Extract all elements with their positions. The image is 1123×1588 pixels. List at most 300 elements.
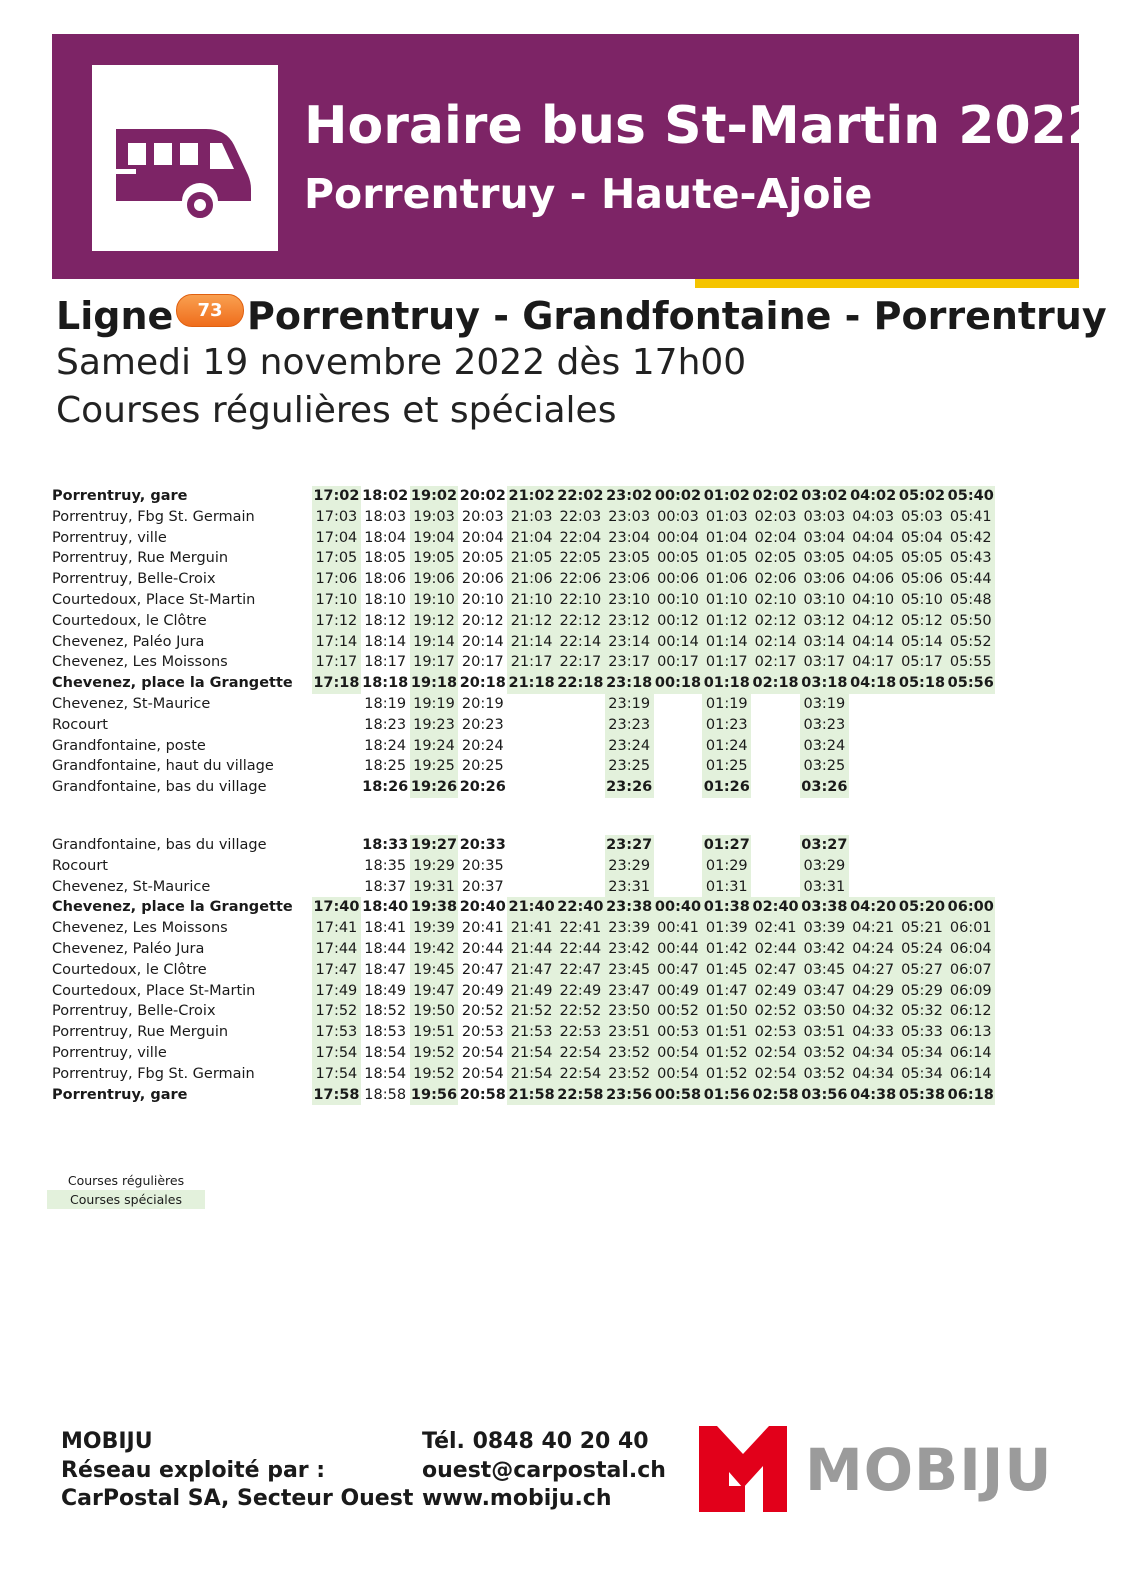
departure-time: 03:45: [800, 960, 849, 981]
departure-time: 23:04: [605, 528, 654, 549]
departure-time: 03:50: [800, 1001, 849, 1022]
departure-time: 03:47: [800, 981, 849, 1002]
departure-time: 02:44: [751, 939, 800, 960]
departure-time: 23:10: [605, 590, 654, 611]
departure-time: 21:04: [507, 528, 556, 549]
departure-time: 06:14: [946, 1043, 995, 1064]
departure-time: 02:06: [751, 569, 800, 590]
departure-time: 06:00: [946, 897, 995, 918]
departure-time: 20:18: [459, 675, 506, 692]
departure-time: 03:18: [800, 673, 849, 694]
departure-time: 19:52: [410, 1043, 459, 1064]
stop-name: Courtedoux, Place St-Martin: [52, 591, 256, 608]
footer-website: www.mobiju.ch: [422, 1486, 612, 1511]
bus-icon-box: [92, 65, 278, 251]
departure-time: 23:03: [605, 507, 654, 528]
departure-time: 01:38: [702, 897, 751, 918]
departure-time: 02:41: [751, 918, 800, 939]
departure-time: 03:51: [800, 1022, 849, 1043]
departure-time: 01:04: [702, 528, 751, 549]
departure-time: 18:58: [364, 1086, 407, 1103]
departure-time: [654, 756, 703, 777]
departure-time: 18:54: [364, 1044, 407, 1061]
departure-time: 20:26: [459, 779, 506, 796]
departure-time: 02:02: [751, 486, 800, 507]
departure-time: 18:12: [364, 612, 407, 629]
departure-time: 01:27: [702, 835, 751, 856]
service-date: Samedi 19 novembre 2022 dès 17h00: [56, 342, 747, 383]
departure-time: 01:12: [702, 611, 751, 632]
departure-time: 03:04: [800, 528, 849, 549]
departure-time: [751, 736, 800, 757]
departure-time: [898, 736, 947, 757]
departure-time: 17:14: [312, 632, 361, 653]
departure-time: 05:12: [898, 611, 947, 632]
departure-time: 06:12: [946, 1001, 995, 1022]
table-row: [48, 694, 995, 715]
departure-time: 04:12: [849, 611, 898, 632]
table-row: [48, 715, 995, 736]
departure-time: 21:47: [507, 960, 556, 981]
departure-time: [312, 756, 361, 777]
departure-time: 05:21: [898, 918, 947, 939]
departure-time: 03:39: [800, 918, 849, 939]
departure-time: 21:40: [507, 897, 556, 918]
departure-time: 05:14: [898, 632, 947, 653]
departure-time: 21:58: [507, 1085, 556, 1106]
departure-time: 21:18: [507, 673, 556, 694]
stop-name: Chevenez, place la Grangette: [52, 899, 293, 916]
departure-time: 05:02: [898, 486, 947, 507]
stop-name: Porrentruy, gare: [52, 1086, 188, 1103]
departure-time: 19:47: [410, 981, 459, 1002]
table-row: [48, 486, 995, 507]
departure-time: 03:42: [800, 939, 849, 960]
departure-time: 19:19: [410, 694, 459, 715]
departure-time: 21:54: [507, 1064, 556, 1085]
footer-phone: Tél. 0848 40 20 40: [422, 1429, 649, 1454]
departure-time: 05:44: [946, 569, 995, 590]
departure-time: 03:17: [800, 652, 849, 673]
departure-time: 18:33: [362, 837, 409, 853]
departure-time: 23:27: [605, 835, 654, 856]
departure-time: 19:50: [410, 1001, 459, 1022]
departure-time: 00:58: [654, 1085, 703, 1106]
departure-time: 04:38: [849, 1085, 898, 1106]
departure-time: 23:14: [605, 632, 654, 653]
departure-time: 18:53: [364, 1024, 407, 1041]
departure-time: 21:06: [507, 569, 556, 590]
departure-time: 02:53: [751, 1022, 800, 1043]
departure-time: 17:05: [312, 548, 361, 569]
departure-time: 19:06: [410, 569, 459, 590]
departure-time: 04:05: [849, 548, 898, 569]
table-row: [48, 981, 995, 1002]
departure-time: 18:23: [364, 716, 407, 733]
departure-time: 01:51: [702, 1022, 751, 1043]
departure-time: [946, 856, 995, 877]
departure-time: 21:05: [507, 548, 556, 569]
departure-time: 04:02: [849, 486, 898, 507]
departure-time: 06:04: [946, 939, 995, 960]
departure-time: 18:54: [364, 1065, 407, 1082]
inbound-timetable: [48, 835, 995, 1105]
departure-time: 23:50: [605, 1001, 654, 1022]
stop-name: Chevenez, Paléo Jura: [52, 633, 205, 650]
departure-time: [556, 736, 605, 757]
departure-time: [654, 777, 703, 798]
table-row: [48, 736, 995, 757]
table-row: [48, 1022, 995, 1043]
departure-time: 21:49: [507, 981, 556, 1002]
departure-time: 23:29: [605, 856, 654, 877]
departure-time: [898, 694, 947, 715]
departure-time: 03:06: [800, 569, 849, 590]
table-row: [48, 1001, 995, 1022]
departure-time: 18:06: [364, 571, 407, 588]
departure-time: [751, 835, 800, 856]
departure-time: 22:54: [556, 1064, 605, 1085]
departure-time: 17:06: [312, 569, 361, 590]
departure-time: 02:05: [751, 548, 800, 569]
departure-time: 19:56: [410, 1085, 459, 1106]
departure-time: 23:38: [605, 897, 654, 918]
departure-time: 00:47: [654, 960, 703, 981]
departure-time: 17:17: [312, 652, 361, 673]
departure-time: 23:51: [605, 1022, 654, 1043]
departure-time: [312, 777, 361, 798]
departure-time: 06:09: [946, 981, 995, 1002]
departure-time: 18:10: [364, 591, 407, 608]
table-row: [48, 918, 995, 939]
departure-time: 19:42: [410, 939, 459, 960]
departure-time: 22:58: [556, 1085, 605, 1106]
departure-time: 22:18: [556, 673, 605, 694]
departure-time: 04:21: [849, 918, 898, 939]
departure-time: [507, 694, 556, 715]
departure-time: 03:23: [800, 715, 849, 736]
footer-operated-by: Réseau exploité par :: [61, 1457, 326, 1483]
departure-time: 00:40: [654, 897, 703, 918]
departure-time: 17:12: [312, 611, 361, 632]
departure-time: 02:58: [751, 1085, 800, 1106]
departure-time: [556, 856, 605, 877]
departure-time: [751, 856, 800, 877]
departure-time: 03:03: [800, 507, 849, 528]
departure-time: 23:39: [605, 918, 654, 939]
stop-name: Grandfontaine, haut du village: [52, 758, 274, 775]
stop-name: Courtedoux, le Clôtre: [52, 961, 207, 978]
departure-time: 01:50: [702, 1001, 751, 1022]
legend-regular: Courses régulières: [67, 1173, 185, 1188]
stop-name: Porrentruy, Rue Merguin: [52, 1024, 229, 1041]
departure-time: 05:38: [898, 1085, 947, 1106]
stop-name: Courtedoux, Place St-Martin: [52, 982, 256, 999]
table-row: [48, 897, 995, 918]
departure-time: 22:47: [556, 960, 605, 981]
stop-name: Porrentruy, Fbg St. Germain: [52, 508, 255, 525]
departure-time: [507, 856, 556, 877]
departure-time: 22:40: [556, 897, 605, 918]
stop-name: Porrentruy, Rue Merguin: [52, 550, 229, 567]
departure-time: 20:06: [461, 571, 504, 588]
departure-time: 23:05: [605, 548, 654, 569]
departure-time: [654, 856, 703, 877]
departure-time: [556, 694, 605, 715]
departure-time: 02:49: [751, 981, 800, 1002]
departure-time: 20:58: [459, 1086, 506, 1103]
stop-name: Grandfontaine, poste: [52, 737, 206, 754]
departure-time: 05:06: [898, 569, 947, 590]
footer-contact-block: [422, 1428, 666, 1514]
departure-time: 22:04: [556, 528, 605, 549]
departure-time: 20:17: [461, 654, 504, 671]
departure-time: 22:44: [556, 939, 605, 960]
departure-time: 04:34: [849, 1043, 898, 1064]
table-row: [48, 548, 995, 569]
departure-time: 20:37: [461, 878, 504, 895]
departure-time: 18:41: [364, 920, 407, 937]
departure-time: 23:06: [605, 569, 654, 590]
departure-time: 22:03: [556, 507, 605, 528]
departure-time: 04:17: [849, 652, 898, 673]
departure-time: 20:49: [461, 982, 504, 999]
table-row: [48, 1064, 995, 1085]
stop-name: Rocourt: [52, 716, 108, 733]
departure-time: 17:49: [312, 981, 361, 1002]
departure-time: 03:14: [800, 632, 849, 653]
departure-time: 18:05: [364, 550, 407, 567]
departure-time: 04:29: [849, 981, 898, 1002]
departure-time: [507, 877, 556, 898]
departure-time: 18:04: [364, 529, 407, 546]
departure-time: 04:10: [849, 590, 898, 611]
departure-time: 00:10: [654, 590, 703, 611]
departure-time: 22:14: [556, 632, 605, 653]
table-row: [48, 507, 995, 528]
departure-time: [849, 694, 898, 715]
departure-time: 23:45: [605, 960, 654, 981]
departure-time: 17:03: [312, 507, 361, 528]
departure-time: 17:44: [312, 939, 361, 960]
departure-time: [898, 715, 947, 736]
departure-time: [556, 877, 605, 898]
stop-name: Chevenez, Paléo Jura: [52, 940, 205, 957]
departure-time: 02:04: [751, 528, 800, 549]
departure-time: 20:54: [461, 1044, 504, 1061]
departure-time: 22:52: [556, 1001, 605, 1022]
departure-time: [751, 877, 800, 898]
departure-time: 01:29: [702, 856, 751, 877]
departure-time: 03:24: [800, 736, 849, 757]
table-row: [48, 611, 995, 632]
departure-time: 02:47: [751, 960, 800, 981]
departure-time: 18:03: [364, 508, 407, 525]
departure-time: 05:50: [946, 611, 995, 632]
departure-time: 02:10: [751, 590, 800, 611]
departure-time: 00:17: [654, 652, 703, 673]
departure-time: [312, 856, 361, 877]
departure-time: 03:52: [800, 1043, 849, 1064]
departure-time: 17:52: [312, 1001, 361, 1022]
departure-time: 20:23: [461, 716, 504, 733]
departure-time: 17:02: [312, 486, 361, 507]
departure-time: 06:18: [946, 1085, 995, 1106]
departure-time: 05:40: [946, 486, 995, 507]
stop-name: Chevenez, St-Maurice: [52, 878, 211, 895]
departure-time: 21:52: [507, 1001, 556, 1022]
departure-time: 23:52: [605, 1064, 654, 1085]
departure-time: 03:26: [800, 777, 849, 798]
departure-time: 00:06: [654, 569, 703, 590]
departure-time: 19:27: [410, 835, 459, 856]
departure-time: 06:14: [946, 1064, 995, 1085]
departure-time: [946, 736, 995, 757]
stop-name: Porrentruy, Belle-Croix: [52, 1003, 216, 1020]
departure-time: 19:03: [410, 507, 459, 528]
departure-time: 19:45: [410, 960, 459, 981]
stop-name: Porrentruy, gare: [52, 488, 188, 504]
departure-time: 01:52: [702, 1064, 751, 1085]
departure-time: 19:05: [410, 548, 459, 569]
departure-time: 18:44: [364, 940, 407, 957]
departure-time: 05:05: [898, 548, 947, 569]
departure-time: 05:34: [898, 1064, 947, 1085]
page-title: Horaire bus St-Martin 2022: [304, 96, 1104, 156]
departure-time: 20:19: [461, 695, 504, 712]
departure-time: 20:04: [461, 529, 504, 546]
departure-time: 03:05: [800, 548, 849, 569]
departure-time: 22:53: [556, 1022, 605, 1043]
departure-time: [507, 756, 556, 777]
table-row: [48, 835, 995, 856]
departure-time: 00:12: [654, 611, 703, 632]
departure-time: 02:54: [751, 1043, 800, 1064]
departure-time: 22:05: [556, 548, 605, 569]
stop-name: Porrentruy, ville: [52, 1044, 167, 1061]
departure-time: 20:53: [461, 1024, 504, 1041]
departure-time: 02:12: [751, 611, 800, 632]
table-row: [48, 777, 995, 798]
departure-time: 01:45: [702, 960, 751, 981]
departure-time: 00:14: [654, 632, 703, 653]
departure-time: 04:27: [849, 960, 898, 981]
departure-time: 02:18: [751, 673, 800, 694]
departure-time: 19:39: [410, 918, 459, 939]
departure-time: 05:34: [898, 1043, 947, 1064]
departure-time: 21:12: [507, 611, 556, 632]
departure-time: 23:02: [605, 486, 654, 507]
accent-bar: [695, 279, 1079, 288]
bus-icon: [114, 127, 254, 223]
departure-time: 18:14: [364, 633, 407, 650]
departure-time: 05:43: [946, 548, 995, 569]
departure-time: 18:47: [364, 961, 407, 978]
departure-time: 02:54: [751, 1064, 800, 1085]
table-row: [48, 1085, 995, 1106]
departure-time: [556, 777, 605, 798]
departure-time: [849, 877, 898, 898]
departure-time: 19:23: [410, 715, 459, 736]
departure-time: 01:17: [702, 652, 751, 673]
departure-time: 05:18: [898, 673, 947, 694]
footer-company: MOBIJU: [61, 1429, 153, 1454]
departure-time: 17:54: [312, 1043, 361, 1064]
departure-time: 20:41: [461, 920, 504, 937]
header-banner: [52, 34, 1104, 279]
departure-time: 03:56: [800, 1085, 849, 1106]
departure-time: 20:24: [461, 737, 504, 754]
line-number-badge: 73: [176, 294, 244, 327]
departure-time: 18:19: [364, 695, 407, 712]
departure-time: 17:54: [312, 1064, 361, 1085]
departure-time: [898, 756, 947, 777]
departure-time: [946, 835, 995, 856]
departure-time: [654, 694, 703, 715]
footer-operator-block: [61, 1428, 413, 1514]
departure-time: 18:26: [362, 779, 409, 796]
stop-name: Chevenez, place la Grangette: [52, 675, 293, 692]
departure-time: [751, 715, 800, 736]
departure-time: 00:49: [654, 981, 703, 1002]
departure-time: 20:03: [461, 508, 504, 525]
departure-time: 19:51: [410, 1022, 459, 1043]
departure-time: [849, 736, 898, 757]
departure-time: 21:03: [507, 507, 556, 528]
departure-time: [849, 835, 898, 856]
departure-time: 06:01: [946, 918, 995, 939]
departure-time: 01:05: [702, 548, 751, 569]
departure-time: 03:29: [800, 856, 849, 877]
table-row: [48, 856, 995, 877]
departure-time: 05:24: [898, 939, 947, 960]
departure-time: 23:24: [605, 736, 654, 757]
table-row: [48, 569, 995, 590]
departure-time: [654, 835, 703, 856]
departure-time: 20:33: [459, 837, 506, 853]
departure-time: 06:13: [946, 1022, 995, 1043]
departure-time: 22:06: [556, 569, 605, 590]
departure-time: 03:38: [800, 897, 849, 918]
departure-time: [654, 715, 703, 736]
outbound-timetable: [48, 486, 995, 798]
departure-time: 20:40: [459, 899, 506, 916]
departure-time: 21:14: [507, 632, 556, 653]
departure-time: 04:20: [849, 897, 898, 918]
departure-time: 03:52: [800, 1064, 849, 1085]
departure-time: [556, 835, 605, 856]
departure-time: 18:25: [364, 758, 407, 775]
departure-time: 02:14: [751, 632, 800, 653]
departure-time: 21:02: [507, 486, 556, 507]
departure-time: [312, 694, 361, 715]
departure-time: 17:18: [312, 673, 361, 694]
departure-time: 20:52: [461, 1003, 504, 1020]
departure-time: 01:26: [702, 777, 751, 798]
departure-time: 17:47: [312, 960, 361, 981]
service-type: Courses régulières et spéciales: [56, 390, 617, 431]
departure-time: 23:31: [605, 877, 654, 898]
departure-time: 20:02: [459, 488, 506, 504]
departure-time: 02:52: [751, 1001, 800, 1022]
departure-time: 23:26: [605, 777, 654, 798]
stop-name: Porrentruy, Fbg St. Germain: [52, 1065, 255, 1082]
departure-time: 18:49: [364, 982, 407, 999]
departure-time: [751, 694, 800, 715]
departure-time: 21:41: [507, 918, 556, 939]
departure-time: 17:04: [312, 528, 361, 549]
stop-name: Grandfontaine, bas du village: [52, 837, 267, 853]
